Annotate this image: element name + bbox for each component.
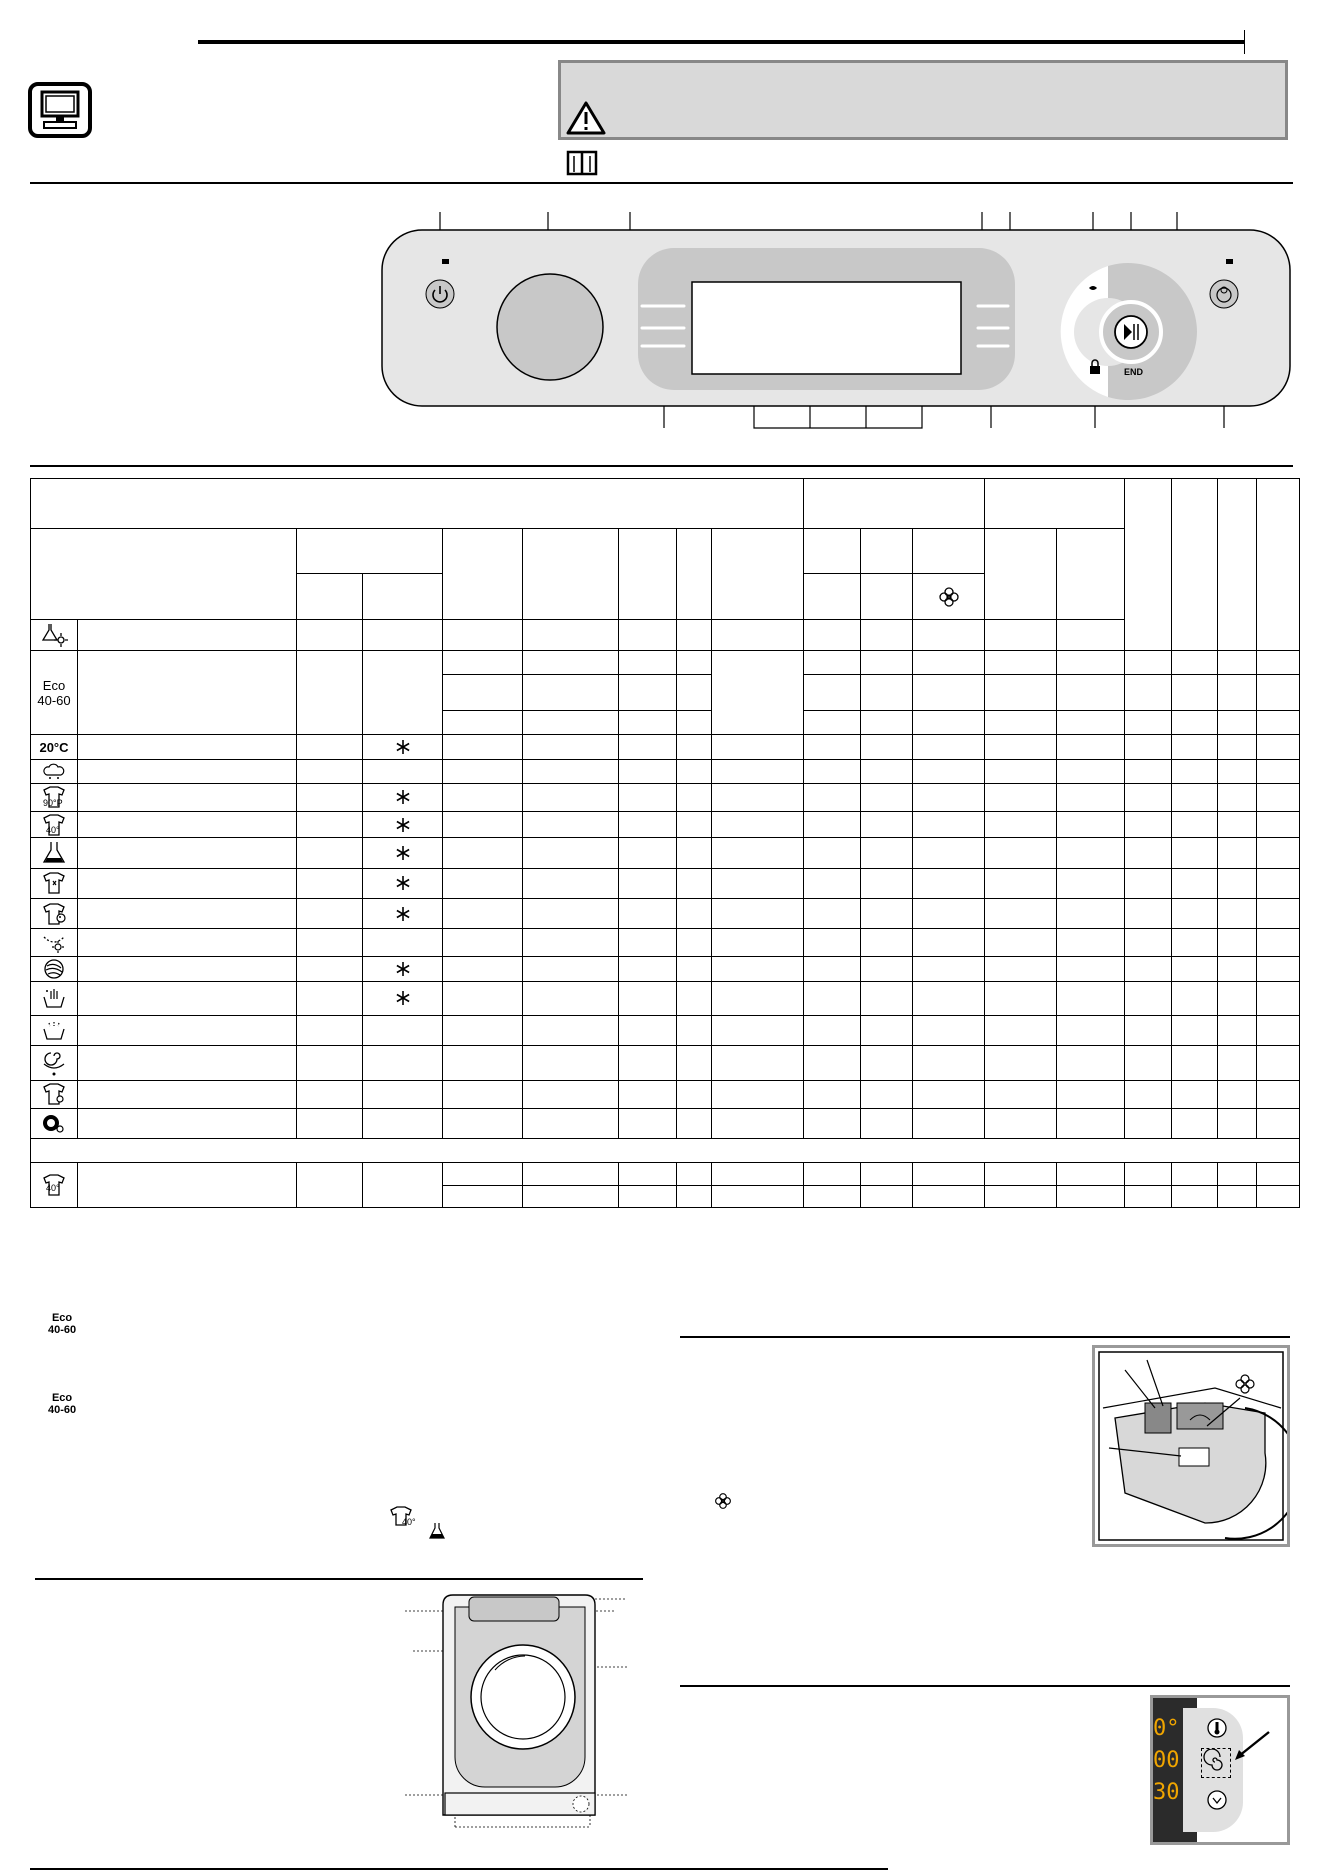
cold-snowflake-icon — [363, 783, 443, 811]
cold-snowflake-icon — [363, 898, 443, 928]
dispenser-illustration — [1092, 1345, 1290, 1547]
cold-snowflake-icon — [363, 838, 443, 868]
prog-delicates-icon — [31, 981, 78, 1015]
prog-mixed-icon — [31, 620, 78, 650]
end-label: END — [1124, 367, 1144, 377]
cotton-40-bottom-label: 40° — [46, 1183, 60, 1194]
cotton-40-label: 40° — [46, 825, 60, 836]
note-flask-icon — [428, 1522, 446, 1545]
table-header-programme — [31, 529, 297, 620]
note-eco-1 — [48, 1312, 76, 1336]
delay-timer-icon — [1207, 1790, 1227, 1815]
cold-snowflake-icon — [363, 868, 443, 898]
prog-hygiene-icon — [31, 838, 78, 868]
table-spacer-row — [31, 1139, 1300, 1163]
bottom-rule — [30, 1868, 888, 1870]
temperature-icon — [1207, 1718, 1227, 1743]
prog-synthetic-icon — [31, 759, 78, 783]
cold-snowflake-icon — [363, 957, 443, 981]
washing-machine-illustration — [405, 1585, 645, 1855]
computer-icon — [28, 82, 92, 138]
prog-rinse-icon — [31, 1016, 78, 1046]
eco-label-line1: Eco — [42, 677, 66, 693]
table-header-energy — [985, 479, 1125, 529]
prog-20c-label: 20°C — [31, 735, 78, 759]
control-panel-diagram — [0, 200, 1324, 450]
softener-flower-icon — [913, 573, 985, 619]
prog-quick-icon — [31, 1080, 78, 1108]
arrow-pointer-icon — [1233, 1728, 1273, 1767]
display-line3: 30 — [1153, 1780, 1180, 1805]
cold-snowflake-icon — [363, 812, 443, 838]
note-shirt-40-icon — [388, 1505, 414, 1532]
prog-eco-label — [31, 650, 78, 735]
prog-cotton-40-icon — [31, 812, 78, 838]
top-rule — [198, 40, 1244, 44]
note-eco-1-line2: 40-60 — [48, 1324, 77, 1336]
table-header-col16 — [1172, 479, 1218, 651]
display-line2: 00 — [1153, 1748, 1180, 1773]
warning-icon — [566, 101, 606, 140]
section-rule-1 — [30, 182, 1293, 184]
book-icon — [566, 150, 598, 181]
section-rule-machine — [35, 1578, 643, 1580]
table-header-detergent — [804, 479, 985, 529]
note-eco-2 — [48, 1392, 76, 1416]
table-header-temperature — [297, 529, 443, 573]
note-eco-1-line1: Eco — [51, 1312, 73, 1324]
section-rule-dispenser — [680, 1336, 1290, 1338]
prog-stain-icon — [31, 868, 78, 898]
prog-drum-clean-icon — [31, 1108, 78, 1138]
note-eco-2-line2: 40-60 — [48, 1404, 77, 1416]
display-line1: 0° — [1153, 1716, 1180, 1741]
note-eco-2-line1: Eco — [51, 1392, 73, 1404]
cold-snowflake-icon — [363, 981, 443, 1015]
programme-table — [30, 478, 1300, 1208]
cotton-90-label: 90°P — [43, 797, 63, 808]
section-rule-display — [680, 1685, 1290, 1687]
table-header-col15 — [1125, 479, 1172, 651]
cold-snowflake-icon — [363, 735, 443, 759]
prog-steam-icon — [31, 929, 78, 957]
prog-cotton-40-bottom-icon — [31, 1163, 78, 1208]
table-header-col17 — [1218, 479, 1257, 651]
top-rule-tick — [1244, 30, 1245, 54]
table-header-col18 — [1257, 479, 1300, 651]
table-header-main — [31, 479, 804, 529]
section-rule-2 — [30, 465, 1293, 467]
prog-cotton-90-icon — [31, 783, 78, 811]
prog-wool-icon — [31, 957, 78, 981]
eco-label-line2: 40-60 — [37, 692, 71, 708]
softener-note-icon — [714, 1492, 732, 1515]
display-closeup — [1150, 1695, 1290, 1845]
prog-spin-icon — [31, 1046, 78, 1080]
spin-option-icon — [1201, 1748, 1231, 1778]
note-shirt-40-label: 40° — [402, 1517, 416, 1527]
prog-mixed-colour-icon — [31, 898, 78, 928]
warning-box — [558, 60, 1288, 140]
